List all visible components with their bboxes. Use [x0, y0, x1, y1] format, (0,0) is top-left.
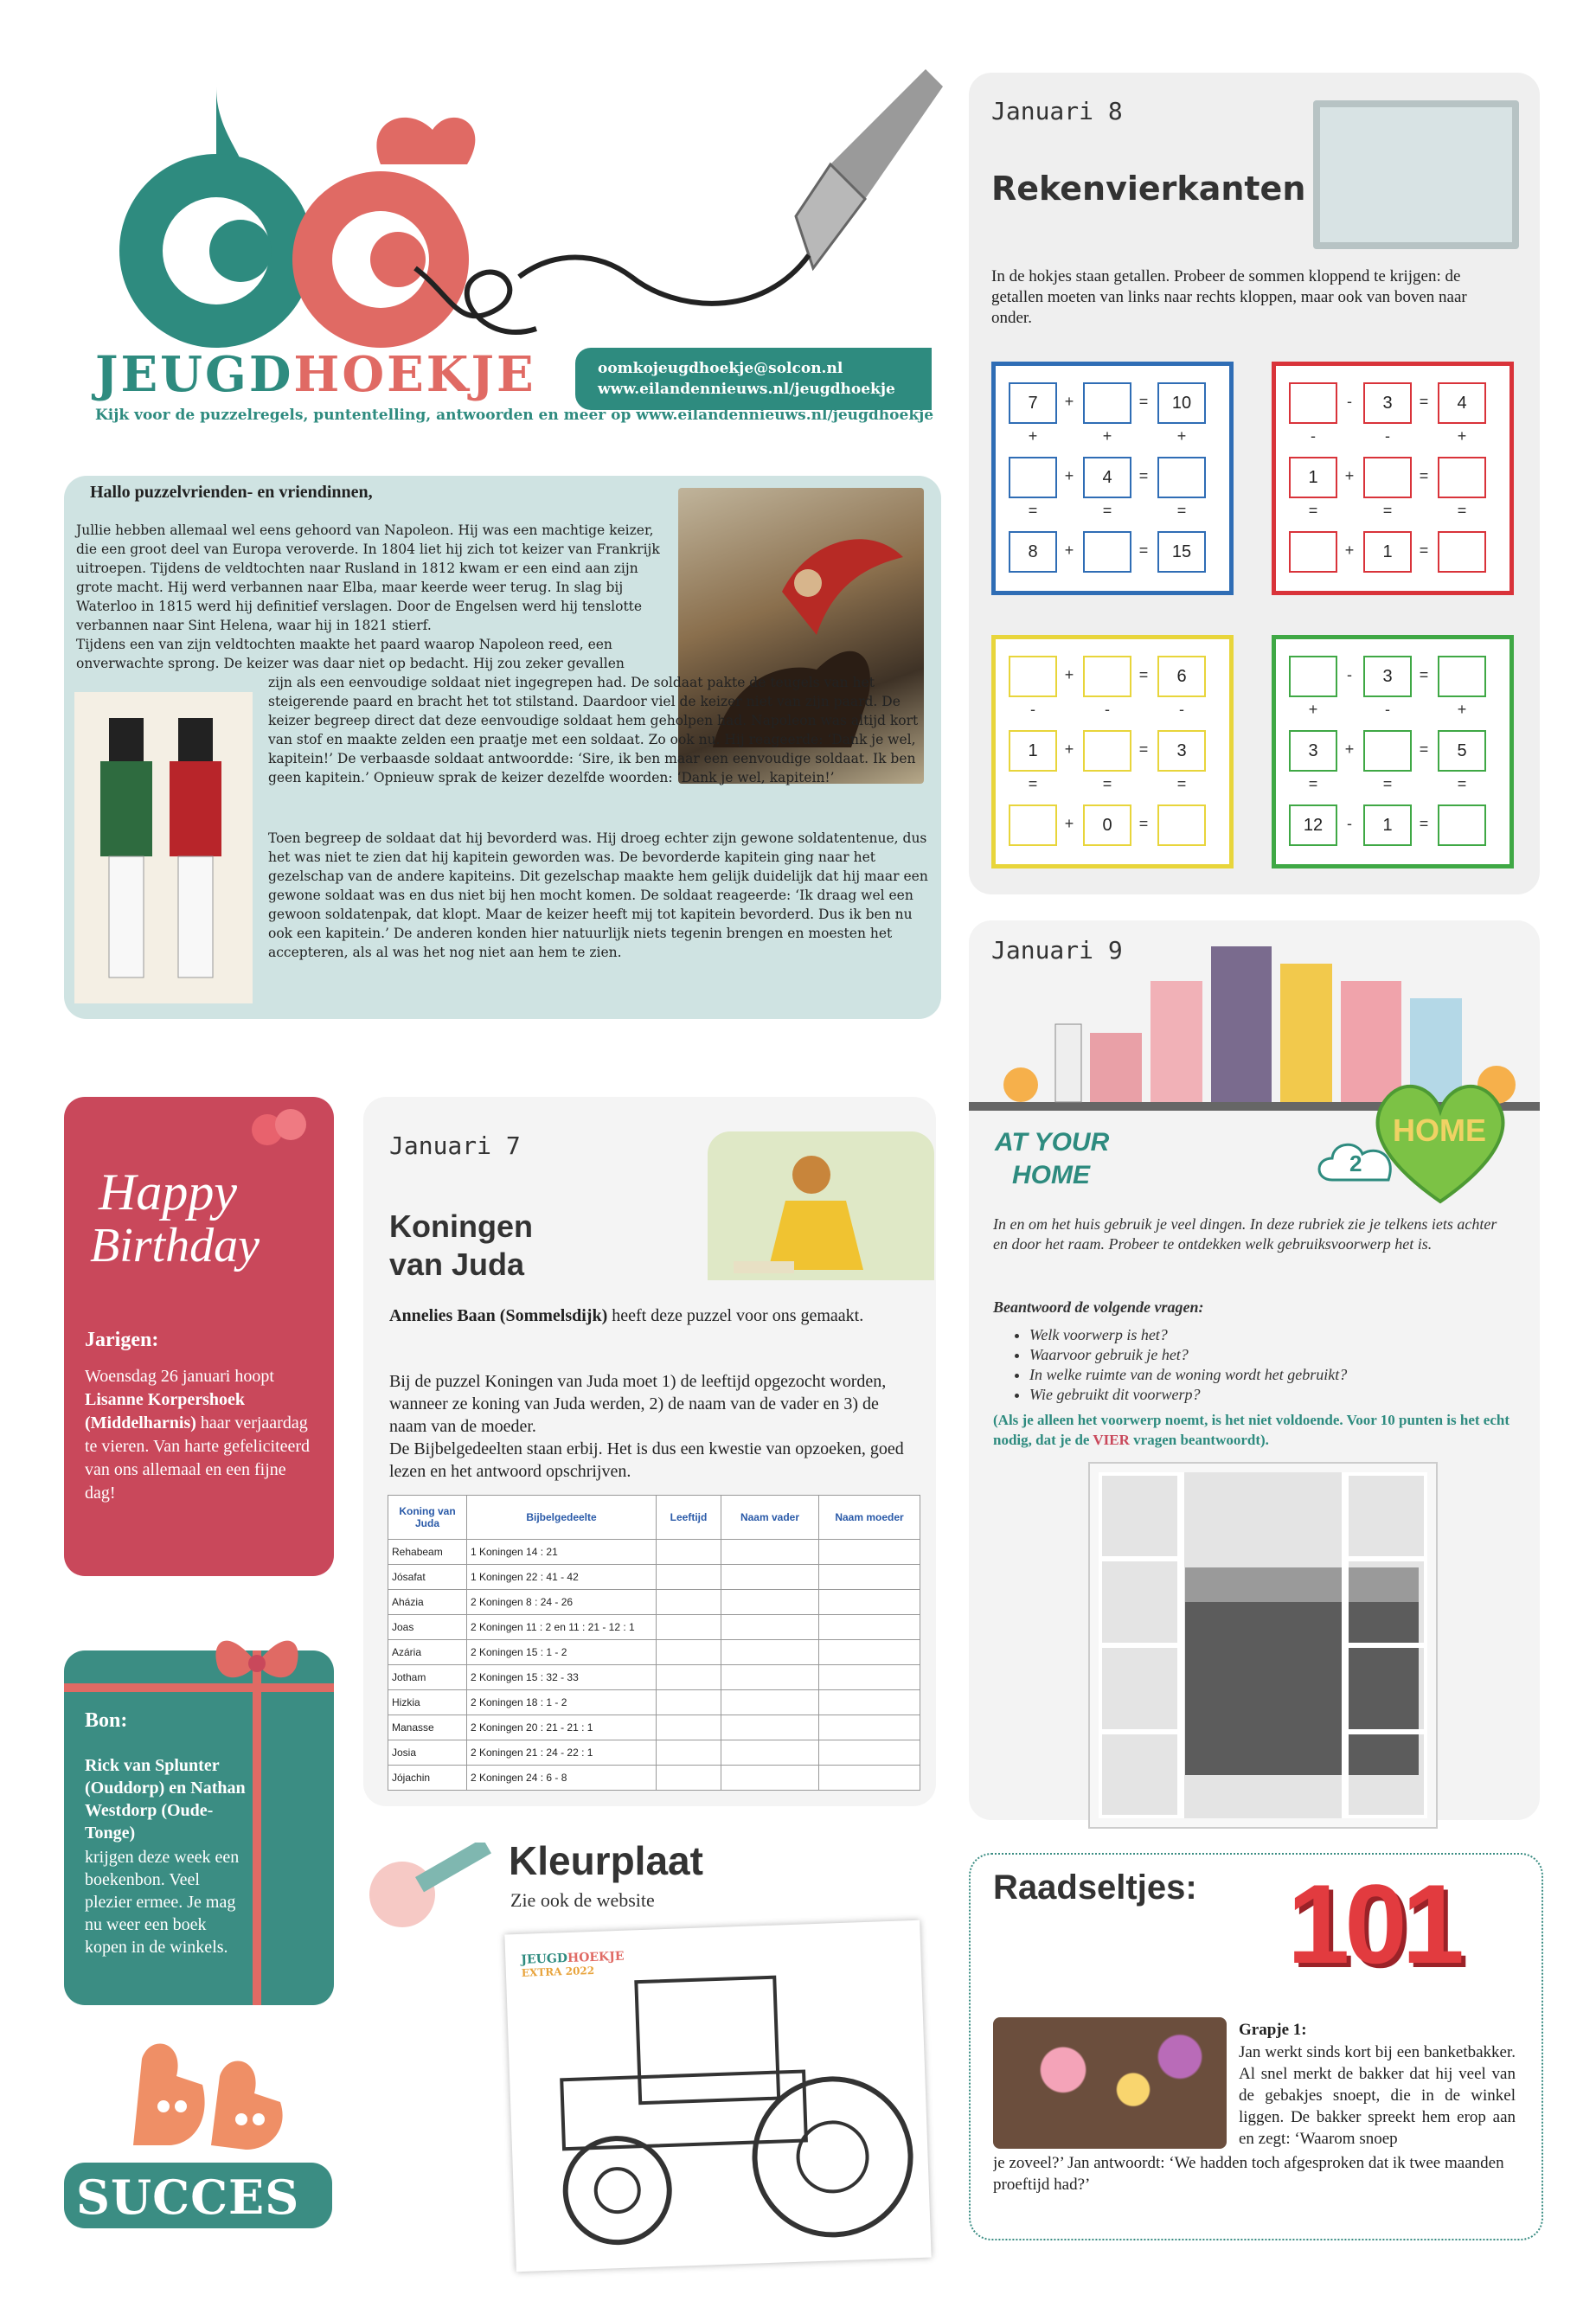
row-equals: = — [1138, 815, 1149, 832]
koningen-para2: De Bijbelgedeelten staan erbij. Het is dus een kwestie van opzoeken, goed lezen en het antwoord opschrijven. — [389, 1439, 904, 1481]
grid-cell[interactable] — [1083, 656, 1131, 697]
table-row: Joas 2 Koningen 11 : 2 en 11 : 21 - 12 : 1 — [388, 1615, 920, 1640]
oomko-logo-icon — [87, 69, 571, 355]
home-intro: In en om het huis gebruik je veel dingen. In deze rubriek zie je telkens iets achter en door het raam. Probeer te ontdekken welk gebruiksvoorwerp het is. — [993, 1215, 1497, 1253]
mini-logo: JEUGDHOEKJE EXTRA 2022 — [521, 1949, 625, 1979]
table-row: Azária 2 Koningen 15 : 1 - 2 — [388, 1640, 920, 1665]
grid-cell[interactable] — [1363, 457, 1412, 498]
happy-script: Happy — [99, 1163, 237, 1221]
col-operator: + — [1102, 427, 1112, 445]
date-label: Januari 7 — [389, 1131, 521, 1160]
col-equals: = — [1102, 775, 1112, 792]
grid-cell[interactable]: 3 — [1363, 656, 1412, 697]
kleurplaat-title: Kleurplaat — [509, 1838, 703, 1883]
answer-cell[interactable] — [721, 1615, 819, 1640]
grid-cell[interactable] — [1009, 804, 1057, 846]
grapje-text-bottom: je zoveel?’ Jan antwoordt: ‘We hadden toch afgesproken dat ik twee maanden proeftijd had?’ — [993, 2154, 1504, 2194]
row-equals: = — [1419, 542, 1429, 559]
table-row: Jójachin 2 Koningen 24 : 6 - 8 — [388, 1766, 920, 1791]
row-equals: = — [1138, 393, 1149, 410]
col-operator: + — [1457, 701, 1467, 718]
table-row: Aházia 2 Koningen 8 : 24 - 26 — [388, 1590, 920, 1615]
answer-cell[interactable] — [657, 1690, 721, 1715]
koningen-para1: Bij de puzzel Koningen van Juda moet 1) de leeftijd opgezocht worden, wanneer ze koning van Juda werden, 2) de naam van de vader en 3) de naam van de moeder. — [389, 1372, 887, 1436]
answer-cell[interactable] — [721, 1565, 819, 1590]
intro-greeting: Hallo puzzelvrienden- en vriendinnen, — [90, 483, 373, 502]
answer-cell[interactable] — [819, 1565, 920, 1590]
answer-cell[interactable] — [819, 1640, 920, 1665]
bon-card — [64, 1650, 334, 2005]
home-note: (Als je alleen het voorwerp noemt, is het niet voldoende. Voor 10 punten is het echt nodig, dat je de VIER vragen beantwoordt). — [993, 1412, 1510, 1448]
row-operator: + — [1344, 542, 1355, 559]
col-operator: + — [1308, 701, 1318, 718]
grid-cell[interactable]: 3 — [1363, 382, 1412, 424]
grid-cell[interactable] — [1083, 730, 1131, 772]
table-header-row — [388, 1496, 920, 1540]
coloring-page — [504, 1920, 931, 2272]
col-equals: = — [1382, 502, 1393, 519]
questions-list — [977, 1325, 1566, 1405]
answer-cell[interactable] — [819, 1665, 920, 1690]
row-operator: + — [1064, 467, 1074, 484]
soldiers-illustration — [74, 692, 253, 1003]
contact-email: oomkojeugdhoekje@solcon.nl — [598, 360, 843, 377]
col-header: Koning van Juda — [388, 1496, 467, 1540]
col-operator: + — [1176, 427, 1187, 445]
answer-cell[interactable] — [657, 1766, 721, 1791]
col-equals: = — [1308, 775, 1318, 792]
contact-box — [575, 348, 932, 410]
contact-website: www.eilandennieuws.nl/jeugdhoekje — [598, 381, 895, 398]
puzzle-title: Rekenvierkanten — [991, 170, 1306, 208]
answer-cell[interactable] — [819, 1615, 920, 1640]
grid-cell[interactable] — [1289, 382, 1337, 424]
question-item: • Wie gebruikt dit voorwerp? — [1029, 1385, 1566, 1405]
tagline: Kijk voor de puzzelregels, puntentelling, antwoorden en meer op www.eilandennieuws.nl/jeugdhoekje — [95, 407, 934, 424]
col-equals: = — [1028, 775, 1038, 792]
answer-cell[interactable] — [657, 1615, 721, 1640]
kleurplaat-section — [363, 1825, 943, 2275]
kleurplaat-subtitle: Zie ook de website — [510, 1889, 655, 1911]
window-illustration — [1090, 1464, 1436, 1827]
question-item: • Welk voorwerp is het? — [1029, 1325, 1566, 1345]
row-operator: - — [1347, 666, 1352, 683]
questions-title: Beantwoord de volgende vragen: — [993, 1298, 1204, 1316]
rekenvierkanten-card — [969, 73, 1540, 894]
grapje-title: Grapje 1: — [1239, 2021, 1307, 2039]
date-label: Januari 9 — [991, 936, 1123, 965]
header — [52, 61, 952, 441]
grid-cell[interactable]: 5 — [1438, 730, 1486, 772]
answer-cell[interactable] — [657, 1740, 721, 1766]
grid-cell[interactable]: 3 — [1157, 730, 1206, 772]
balloons-icon — [246, 1106, 315, 1166]
soldier-icon — [74, 692, 253, 1003]
raadsel-title: Raadseltjes: — [993, 1868, 1197, 1907]
grid-cell[interactable]: 7 — [1009, 382, 1057, 424]
at-your-home-card — [969, 920, 1540, 1820]
king-illustration — [708, 1131, 934, 1280]
row-operator: + — [1064, 542, 1074, 559]
row-equals: = — [1419, 666, 1429, 683]
bow-icon — [209, 1625, 304, 1702]
row-operator: + — [1344, 467, 1355, 484]
col-equals: = — [1308, 502, 1318, 519]
badge-101: 101 — [1287, 1861, 1459, 1987]
row-operator: + — [1064, 393, 1074, 410]
grapje-text-top: Jan werkt sinds kort bij een banketbakker. Al snel merkt de bakker dat hij veel van de gebakjes snoept, die in de winkel liggen. De bakker spreekt hem erop aan en zegt: ‘Waarom snoep — [1239, 2043, 1516, 2148]
row-equals: = — [1138, 467, 1149, 484]
col-header: Leeftijd — [657, 1496, 721, 1540]
col-equals: = — [1176, 502, 1187, 519]
answer-cell[interactable] — [657, 1590, 721, 1615]
answer-cell[interactable] — [657, 1640, 721, 1665]
grid-cell[interactable]: 4 — [1083, 457, 1131, 498]
row-operator: + — [1344, 740, 1355, 758]
col-equals: = — [1457, 502, 1467, 519]
answer-cell[interactable] — [721, 1540, 819, 1565]
col-equals: = — [1028, 502, 1038, 519]
raadsel-card — [969, 1853, 1543, 2240]
col-header: Naam vader — [721, 1496, 819, 1540]
grid-cell[interactable] — [1157, 804, 1206, 846]
answer-cell[interactable] — [721, 1740, 819, 1766]
answer-cell[interactable] — [721, 1715, 819, 1740]
heart-label: HOME — [1393, 1112, 1486, 1148]
grid-cell[interactable] — [1438, 656, 1486, 697]
row-operator: + — [1064, 740, 1074, 758]
table-row: Jósafat 1 Koningen 22 : 41 - 42 — [388, 1565, 920, 1590]
answer-cell[interactable] — [819, 1540, 920, 1565]
grid-cell[interactable]: 8 — [1009, 531, 1057, 573]
intro-paragraph-3: Toen begreep de soldaat dat hij bevorderd was. Hij droeg echter zijn gewone soldatentenue, dus het was niet te zien dat hij kapitein geworden was. De bevorderde kapitein ging naar het gezelschap van de andere kapiteins. Dit gezelschap maakte hem gelijk duidelijk dat hij maar een gewone soldaat was en dus niet bij hen mocht komen. De soldaat reageerde: ‘Ik draag wel een gewoon soldatenpak, dat klopt. Maar de keizer heeft mij tot kapitein bevorderd. Dus ik ben nu ook een kapitein.’ De anderen konden hier natuurlijk niets tegenin brengen en moesten het accepteren, als al was het nog niet aan hem te zien. — [268, 830, 928, 960]
col-operator: + — [1457, 427, 1467, 445]
grid-cell[interactable] — [1438, 531, 1486, 573]
badge-at-your: AT YOUR — [995, 1128, 1110, 1157]
birthday-text: Woensdag 26 januari hoopt Lisanne Korpershoek (Middelharnis) haar verjaardag te vieren. Van harte gefeliciteerd van ons allemaal en een fijne dag! — [85, 1367, 311, 1503]
row-equals: = — [1419, 740, 1429, 758]
grid-cell[interactable] — [1289, 656, 1337, 697]
kneeling-king-icon — [708, 1131, 934, 1280]
row-equals: = — [1138, 740, 1149, 758]
row-equals: = — [1138, 542, 1149, 559]
answer-cell[interactable] — [657, 1715, 721, 1740]
col-operator: - — [1385, 427, 1390, 445]
col-operator: - — [1311, 427, 1316, 445]
table-row: Rehabeam 1 Koningen 14 : 21 — [388, 1540, 920, 1565]
col-header: Bijbelgedeelte — [467, 1496, 657, 1540]
author-line: Annelies Baan (Sommelsdijk) heeft deze puzzel voor ons gemaakt. — [389, 1306, 864, 1325]
bon-text: krijgen deze week een boekenbon. Veel plezier ermee. Je mag nu weer een boek kopen in de winkels. — [85, 1848, 240, 1957]
row-operator: + — [1064, 815, 1074, 832]
grid-cell[interactable] — [1083, 531, 1131, 573]
grid-cell[interactable]: 10 — [1157, 382, 1206, 424]
answer-cell[interactable] — [721, 1640, 819, 1665]
cloud-number: 2 — [1349, 1150, 1362, 1176]
cakes-photo — [993, 2017, 1227, 2149]
grid-cell[interactable] — [1438, 457, 1486, 498]
badge-home: HOME — [1012, 1161, 1090, 1189]
col-equals: = — [1382, 775, 1393, 792]
grid-cell[interactable]: 1 — [1363, 531, 1412, 573]
window-icon — [1099, 1472, 1427, 1818]
answer-cell[interactable] — [721, 1665, 819, 1690]
koningen-card — [363, 1097, 936, 1806]
answer-cell[interactable] — [657, 1565, 721, 1590]
crayon-logo-icon — [363, 1843, 502, 1938]
table-row: Jotham 2 Koningen 15 : 32 - 33 — [388, 1665, 920, 1690]
answer-cell[interactable] — [819, 1690, 920, 1715]
intro-paragraph-2-lead: Tijdens een van zijn veldtochten maakte het paard waarop Napoleon reed, een onverwachte sprong. De keizer was daar niet op bedacht. Hij zou zeker gevallen — [76, 637, 625, 671]
row-equals: = — [1419, 815, 1429, 832]
grid-cell[interactable] — [1438, 804, 1486, 846]
col-operator: - — [1179, 701, 1184, 718]
grid-cell[interactable] — [1363, 730, 1412, 772]
answer-cell[interactable] — [819, 1715, 920, 1740]
table-row: Hizkia 2 Koningen 18 : 1 - 2 — [388, 1690, 920, 1715]
grid-cell[interactable] — [1009, 656, 1057, 697]
answer-cell[interactable] — [657, 1540, 721, 1565]
answer-cell[interactable] — [819, 1766, 920, 1791]
answer-cell[interactable] — [721, 1590, 819, 1615]
fountain-pen-icon — [502, 52, 952, 337]
table-row: Josia 2 Koningen 21 : 24 - 22 : 1 — [388, 1740, 920, 1766]
date-label: Januari 8 — [991, 97, 1123, 125]
col-operator: - — [1105, 701, 1110, 718]
succes-label: SUCCES — [76, 2170, 300, 2225]
grid-cell[interactable]: 12 — [1289, 804, 1337, 846]
grid-cell[interactable]: 1 — [1289, 457, 1337, 498]
puzzle-intro: In de hokjes staan getallen. Probeer de sommen kloppend te krijgen: de getallen moeten van links naar rechts kloppen, maar ook van boven naar onder. — [991, 267, 1467, 327]
intro-paragraph-2: zijn als een eenvoudige soldaat niet ingegrepen had. De soldaat pakte de teugels van het steigerende paard en bracht het tot stilstand. Daardoor viel de keizer niet van zijn paard. De keizer begreep direct dat deze eenvoudige soldaat hem geholpen had. Napoleon was altijd kort van stof en maakte zelden een praatje met een soldaat. Zo ook nu. Hij reageerde: ‘Dank je wel, kapitein!’ De verbaasde soldaat antwoordde: ‘Sire, ik ben maar een eenvoudige soldaat. Ik ben geen kapitein.’ Opnieuw sprak de keizer dezelfde woorden: ‘Dank je wel, kapitein!’ — [268, 675, 919, 785]
answer-cell[interactable] — [721, 1766, 819, 1791]
col-operator: - — [1385, 701, 1390, 718]
thumbs-up-icon — [116, 2024, 306, 2154]
col-equals: = — [1457, 775, 1467, 792]
grid-cell[interactable]: 1 — [1363, 804, 1412, 846]
grid-cell[interactable] — [1009, 457, 1057, 498]
grid-cell[interactable]: 3 — [1289, 730, 1337, 772]
kings-table — [388, 1495, 920, 1791]
answer-cell[interactable] — [819, 1740, 920, 1766]
col-equals: = — [1176, 775, 1187, 792]
row-equals: = — [1419, 467, 1429, 484]
grid-cell[interactable]: 4 — [1438, 382, 1486, 424]
col-header: Naam moeder — [819, 1496, 920, 1540]
row-equals: = — [1138, 666, 1149, 683]
koningen-title: Koningen van Juda — [389, 1208, 533, 1282]
answer-cell[interactable] — [819, 1590, 920, 1615]
question-item: • In welke ruimte van de woning wordt het gebruikt? — [1029, 1365, 1566, 1385]
grid-cell[interactable]: 6 — [1157, 656, 1206, 697]
succes-badge — [64, 2024, 332, 2232]
intro-card — [64, 476, 941, 1019]
col-operator: - — [1030, 701, 1035, 718]
row-operator: - — [1347, 393, 1352, 410]
bon-names: Rick van Splunter (Ouddorp) en Nathan Westdorp (Oude-Tonge) — [85, 1756, 246, 1843]
col-operator: + — [1028, 427, 1038, 445]
grid-cell[interactable] — [1289, 531, 1337, 573]
answer-cell[interactable] — [721, 1690, 819, 1715]
question-item: • Waarvoor gebruik je het? — [1029, 1345, 1566, 1365]
notebook-photo — [1313, 100, 1519, 249]
row-equals: = — [1419, 393, 1429, 410]
col-equals: = — [1102, 502, 1112, 519]
logo-title: JEUGDHOEKJE — [95, 346, 536, 403]
grid-cell[interactable]: 1 — [1009, 730, 1057, 772]
row-operator: + — [1064, 666, 1074, 683]
bon-title: Bon: — [85, 1709, 128, 1732]
grid-cell[interactable] — [1083, 382, 1131, 424]
answer-cell[interactable] — [657, 1665, 721, 1690]
birthday-card — [64, 1097, 334, 1576]
grid-cell[interactable] — [1157, 457, 1206, 498]
jarigen-title: Jarigen: — [85, 1329, 159, 1351]
ribbon-vertical — [253, 1650, 261, 2005]
birthday-script: Birthday — [90, 1219, 260, 1272]
row-operator: - — [1347, 815, 1352, 832]
grid-cell[interactable]: 0 — [1083, 804, 1131, 846]
intro-paragraph-1: Jullie hebben allemaal wel eens gehoord van Napoleon. Hij was een machtige keizer, die een groot deel van Europa veroverde. In 1804 liet hij zich tot keizer van Frankrijk uitroepen. Tijdens de veldtochten naar Rusland in 1812 kwam er een eind aan zijn grote macht. Hij werd verbannen naar Elba, maar keerde weer terug. In slag bij Waterloo in 1815 werd hij definitief verslagen. Door de Engelsen werd hij tenslotte verbannen naar Sint Helena, waar hij in 1821 stierf. — [76, 522, 660, 633]
table-row: Manasse 2 Koningen 20 : 21 - 21 : 1 — [388, 1715, 920, 1740]
grid-cell[interactable]: 15 — [1157, 531, 1206, 573]
